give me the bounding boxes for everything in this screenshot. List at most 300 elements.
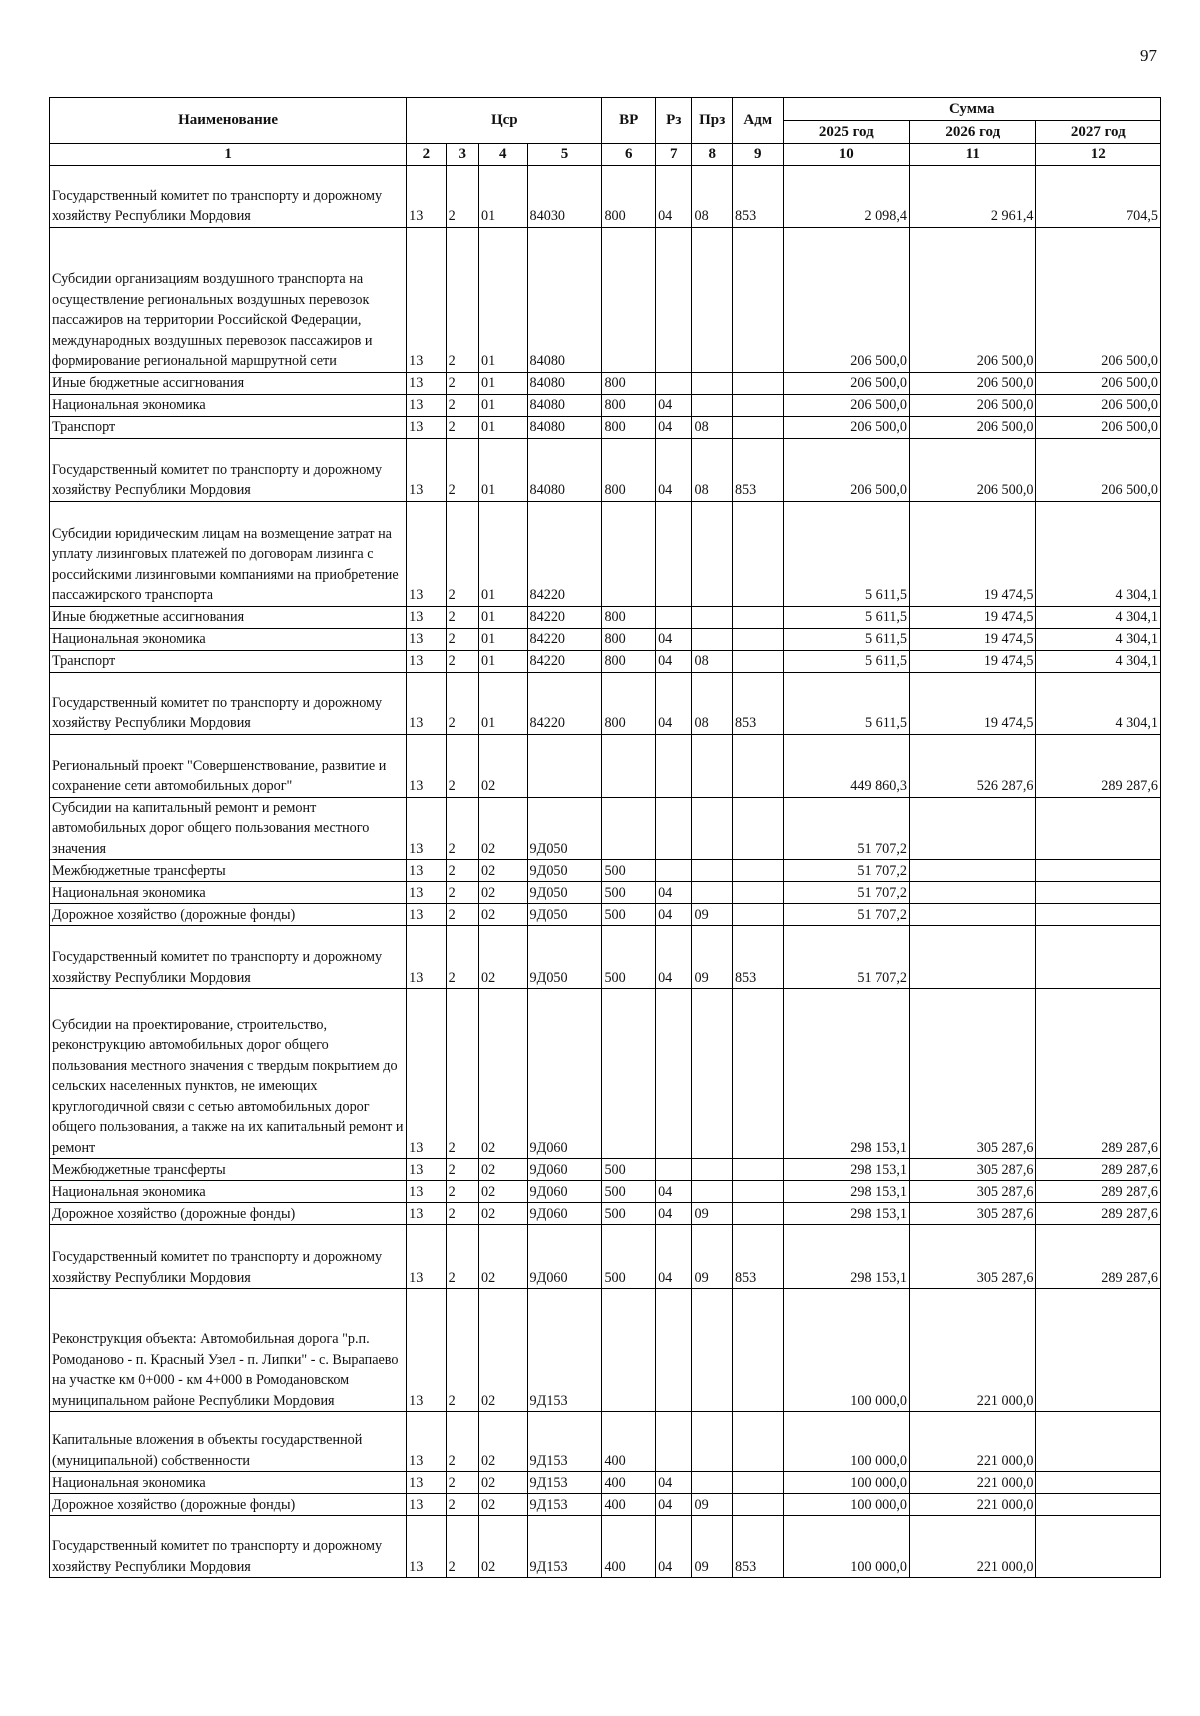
csr-part-3: 01 [478, 227, 527, 372]
adm-code: 853 [732, 165, 783, 227]
adm-code [732, 1289, 783, 1412]
row-name: Национальная экономика [50, 1181, 407, 1203]
vr-code: 800 [602, 416, 656, 438]
rz-code: 04 [656, 650, 692, 672]
table-row [50, 1494, 1161, 1516]
page-number: 97 [1140, 46, 1157, 65]
row-name: Капитальные вложения в объекты государственной (муниципальной) собственности [50, 1412, 407, 1472]
table-row [50, 394, 1161, 416]
column-number: 6 [602, 144, 656, 166]
sum-2027: 4 304,1 [1036, 501, 1161, 606]
csr-code: 84080 [527, 438, 602, 501]
vr-code: 500 [602, 860, 656, 882]
sum-2025: 100 000,0 [783, 1412, 909, 1472]
header-prz: Прз [692, 98, 732, 144]
csr-part-2: 2 [446, 165, 478, 227]
csr-code: 9Д060 [527, 1181, 602, 1203]
adm-code [732, 797, 783, 860]
csr-part-1: 13 [407, 1203, 446, 1225]
csr-code: 84080 [527, 394, 602, 416]
prz-code: 08 [692, 438, 732, 501]
csr-part-1: 13 [407, 882, 446, 904]
vr-code [602, 501, 656, 606]
rz-code: 04 [656, 438, 692, 501]
csr-part-1: 13 [407, 1472, 446, 1494]
sum-2025: 51 707,2 [783, 926, 909, 989]
csr-part-1: 13 [407, 1181, 446, 1203]
sum-2027: 206 500,0 [1036, 438, 1161, 501]
prz-code [692, 606, 732, 628]
prz-code: 09 [692, 1225, 732, 1289]
prz-code: 08 [692, 416, 732, 438]
adm-code [732, 734, 783, 797]
vr-code: 800 [602, 438, 656, 501]
vr-code: 800 [602, 650, 656, 672]
prz-code [692, 394, 732, 416]
sum-2027: 4 304,1 [1036, 628, 1161, 650]
csr-part-3: 02 [478, 882, 527, 904]
prz-code [692, 882, 732, 904]
csr-code: 84220 [527, 606, 602, 628]
row-name: Субсидии на капитальный ремонт и ремонт автомобильных дорог общего пользования местного значения [50, 797, 407, 860]
prz-code: 09 [692, 1516, 732, 1578]
adm-code [732, 227, 783, 372]
vr-code [602, 1289, 656, 1412]
vr-code [602, 797, 656, 860]
budget-table [49, 97, 1161, 1578]
vr-code [602, 734, 656, 797]
csr-code: 84080 [527, 227, 602, 372]
sum-2027 [1036, 797, 1161, 860]
csr-code: 9Д050 [527, 860, 602, 882]
prz-code [692, 501, 732, 606]
csr-part-3: 02 [478, 1494, 527, 1516]
vr-code [602, 989, 656, 1159]
row-name: Иные бюджетные ассигнования [50, 372, 407, 394]
vr-code: 500 [602, 1203, 656, 1225]
csr-code: 9Д060 [527, 1159, 602, 1181]
csr-part-3: 02 [478, 797, 527, 860]
csr-part-2: 2 [446, 1181, 478, 1203]
csr-part-1: 13 [407, 1516, 446, 1578]
sum-2025: 298 153,1 [783, 1225, 909, 1289]
adm-code [732, 882, 783, 904]
sum-2026: 221 000,0 [910, 1412, 1036, 1472]
sum-2026 [910, 904, 1036, 926]
csr-code: 84080 [527, 416, 602, 438]
vr-code: 500 [602, 1159, 656, 1181]
csr-part-1: 13 [407, 438, 446, 501]
sum-2027 [1036, 1516, 1161, 1578]
rz-code [656, 797, 692, 860]
rz-code: 04 [656, 882, 692, 904]
csr-code: 9Д060 [527, 989, 602, 1159]
row-name: Транспорт [50, 650, 407, 672]
csr-part-1: 13 [407, 1225, 446, 1289]
csr-part-3: 02 [478, 1181, 527, 1203]
sum-2027: 206 500,0 [1036, 394, 1161, 416]
column-number: 4 [478, 144, 527, 166]
sum-2026: 305 287,6 [910, 1225, 1036, 1289]
csr-part-1: 13 [407, 904, 446, 926]
sum-2026: 305 287,6 [910, 989, 1036, 1159]
csr-code: 84220 [527, 501, 602, 606]
adm-code [732, 1472, 783, 1494]
csr-part-3: 02 [478, 1225, 527, 1289]
csr-part-1: 13 [407, 1412, 446, 1472]
row-name: Национальная экономика [50, 394, 407, 416]
sum-2027 [1036, 926, 1161, 989]
adm-code: 853 [732, 926, 783, 989]
vr-code: 500 [602, 1225, 656, 1289]
csr-part-2: 2 [446, 904, 478, 926]
vr-code: 800 [602, 672, 656, 734]
column-number: 12 [1036, 144, 1161, 166]
column-number: 5 [527, 144, 602, 166]
table-row [50, 165, 1161, 227]
table-row [50, 606, 1161, 628]
csr-code: 9Д153 [527, 1472, 602, 1494]
csr-code: 84220 [527, 628, 602, 650]
sum-2026: 19 474,5 [910, 628, 1036, 650]
sum-2025: 206 500,0 [783, 394, 909, 416]
adm-code [732, 628, 783, 650]
csr-part-2: 2 [446, 606, 478, 628]
header-year-2026: 2026 год [910, 121, 1036, 144]
table-row [50, 989, 1161, 1159]
adm-code: 853 [732, 438, 783, 501]
csr-part-2: 2 [446, 860, 478, 882]
csr-part-3: 01 [478, 165, 527, 227]
table-row [50, 797, 1161, 860]
csr-part-2: 2 [446, 501, 478, 606]
csr-part-3: 02 [478, 1203, 527, 1225]
sum-2027: 289 287,6 [1036, 1225, 1161, 1289]
prz-code: 09 [692, 904, 732, 926]
sum-2026: 206 500,0 [910, 438, 1036, 501]
csr-part-2: 2 [446, 1412, 478, 1472]
sum-2026: 19 474,5 [910, 650, 1036, 672]
csr-part-1: 13 [407, 394, 446, 416]
csr-part-3: 01 [478, 650, 527, 672]
csr-code [527, 734, 602, 797]
sum-2027: 289 287,6 [1036, 1159, 1161, 1181]
sum-2025: 51 707,2 [783, 860, 909, 882]
csr-part-2: 2 [446, 416, 478, 438]
csr-part-3: 02 [478, 734, 527, 797]
sum-2025: 298 153,1 [783, 989, 909, 1159]
sum-2027: 206 500,0 [1036, 227, 1161, 372]
adm-code: 853 [732, 672, 783, 734]
sum-2025: 2 098,4 [783, 165, 909, 227]
table-row [50, 882, 1161, 904]
row-name: Национальная экономика [50, 882, 407, 904]
header-csr: Цср [407, 98, 602, 144]
row-name: Субсидии организациям воздушного транспорта на осуществление региональных воздушных перевозок пассажиров на территории Российской Федерации, международных воздушных перевозок пассажиров и формирование региональной маршрутной сети [50, 227, 407, 372]
sum-2025: 100 000,0 [783, 1289, 909, 1412]
csr-code: 9Д050 [527, 797, 602, 860]
csr-part-2: 2 [446, 734, 478, 797]
rz-code: 04 [656, 628, 692, 650]
csr-code: 9Д050 [527, 882, 602, 904]
table-row [50, 438, 1161, 501]
csr-part-3: 01 [478, 394, 527, 416]
rz-code: 04 [656, 1225, 692, 1289]
vr-code: 400 [602, 1516, 656, 1578]
table-row [50, 860, 1161, 882]
sum-2027: 704,5 [1036, 165, 1161, 227]
table-row [50, 416, 1161, 438]
csr-part-1: 13 [407, 416, 446, 438]
csr-part-1: 13 [407, 227, 446, 372]
rz-code [656, 501, 692, 606]
vr-code: 500 [602, 904, 656, 926]
row-name: Субсидии на проектирование, строительство, реконструкцию автомобильных дорог общего пользования местного значения с твердым покрытием до сельских населенных пунктов, не имеющих круглогодичной связи с сетью автомобильных дорог общего пользования, а также на их капитальный ремонт и ремонт [50, 989, 407, 1159]
csr-part-1: 13 [407, 860, 446, 882]
csr-code: 9Д050 [527, 926, 602, 989]
csr-code: 9Д050 [527, 904, 602, 926]
sum-2025: 5 611,5 [783, 650, 909, 672]
row-name: Иные бюджетные ассигнования [50, 606, 407, 628]
prz-code [692, 372, 732, 394]
csr-part-2: 2 [446, 1516, 478, 1578]
table-row [50, 501, 1161, 606]
csr-part-3: 01 [478, 438, 527, 501]
row-name: Дорожное хозяйство (дорожные фонды) [50, 904, 407, 926]
csr-part-2: 2 [446, 438, 478, 501]
csr-part-3: 01 [478, 606, 527, 628]
column-number-row [50, 144, 1161, 166]
rz-code: 04 [656, 904, 692, 926]
rz-code [656, 734, 692, 797]
adm-code: 853 [732, 1225, 783, 1289]
csr-part-1: 13 [407, 650, 446, 672]
sum-2026: 19 474,5 [910, 606, 1036, 628]
csr-code: 9Д153 [527, 1289, 602, 1412]
vr-code: 500 [602, 926, 656, 989]
sum-2025: 5 611,5 [783, 672, 909, 734]
prz-code: 09 [692, 926, 732, 989]
csr-part-1: 13 [407, 672, 446, 734]
sum-2025: 206 500,0 [783, 227, 909, 372]
rz-code [656, 860, 692, 882]
vr-code: 800 [602, 628, 656, 650]
row-name: Государственный комитет по транспорту и дорожному хозяйству Республики Мордовия [50, 1225, 407, 1289]
sum-2027: 4 304,1 [1036, 672, 1161, 734]
adm-code [732, 1494, 783, 1516]
sum-2027: 289 287,6 [1036, 1181, 1161, 1203]
sum-2027 [1036, 1412, 1161, 1472]
adm-code [732, 1203, 783, 1225]
vr-code [602, 227, 656, 372]
header-sum: Сумма [783, 98, 1160, 121]
csr-part-2: 2 [446, 227, 478, 372]
vr-code: 800 [602, 394, 656, 416]
adm-code [732, 1412, 783, 1472]
csr-part-1: 13 [407, 734, 446, 797]
sum-2026 [910, 860, 1036, 882]
csr-part-1: 13 [407, 797, 446, 860]
csr-part-3: 01 [478, 416, 527, 438]
sum-2026: 221 000,0 [910, 1289, 1036, 1412]
prz-code [692, 860, 732, 882]
header-rz: Рз [656, 98, 692, 144]
adm-code [732, 989, 783, 1159]
sum-2025: 298 153,1 [783, 1203, 909, 1225]
row-name: Дорожное хозяйство (дорожные фонды) [50, 1494, 407, 1516]
sum-2027: 206 500,0 [1036, 416, 1161, 438]
csr-part-3: 02 [478, 860, 527, 882]
prz-code: 09 [692, 1494, 732, 1516]
table-body [50, 165, 1161, 1578]
rz-code: 04 [656, 394, 692, 416]
row-name: Региональный проект "Совершенствование, развитие и сохранение сети автомобильных дорог" [50, 734, 407, 797]
csr-part-2: 2 [446, 628, 478, 650]
csr-part-2: 2 [446, 1472, 478, 1494]
row-name: Межбюджетные трансферты [50, 1159, 407, 1181]
sum-2026 [910, 797, 1036, 860]
adm-code [732, 416, 783, 438]
column-number: 9 [732, 144, 783, 166]
prz-code: 08 [692, 672, 732, 734]
csr-part-3: 01 [478, 672, 527, 734]
column-number: 8 [692, 144, 732, 166]
sum-2026: 221 000,0 [910, 1472, 1036, 1494]
csr-part-3: 02 [478, 1516, 527, 1578]
csr-part-3: 01 [478, 372, 527, 394]
sum-2025: 51 707,2 [783, 904, 909, 926]
vr-code: 400 [602, 1412, 656, 1472]
sum-2026: 526 287,6 [910, 734, 1036, 797]
prz-code [692, 1412, 732, 1472]
adm-code [732, 650, 783, 672]
csr-part-2: 2 [446, 926, 478, 989]
table-row [50, 672, 1161, 734]
csr-part-3: 01 [478, 501, 527, 606]
csr-part-3: 02 [478, 989, 527, 1159]
prz-code: 09 [692, 1203, 732, 1225]
table-row [50, 628, 1161, 650]
sum-2025: 51 707,2 [783, 797, 909, 860]
csr-part-1: 13 [407, 1494, 446, 1516]
table-row [50, 1225, 1161, 1289]
header-adm: Адм [732, 98, 783, 144]
sum-2026: 2 961,4 [910, 165, 1036, 227]
sum-2025: 51 707,2 [783, 882, 909, 904]
vr-code: 500 [602, 1181, 656, 1203]
vr-code: 400 [602, 1472, 656, 1494]
csr-part-1: 13 [407, 1159, 446, 1181]
csr-part-3: 02 [478, 1289, 527, 1412]
csr-code: 84220 [527, 650, 602, 672]
rz-code: 04 [656, 1494, 692, 1516]
column-number: 3 [446, 144, 478, 166]
sum-2025: 5 611,5 [783, 628, 909, 650]
row-name: Государственный комитет по транспорту и дорожному хозяйству Республики Мордовия [50, 672, 407, 734]
table-row [50, 1472, 1161, 1494]
csr-part-1: 13 [407, 606, 446, 628]
csr-part-1: 13 [407, 926, 446, 989]
row-name: Государственный комитет по транспорту и дорожному хозяйству Республики Мордовия [50, 926, 407, 989]
prz-code [692, 734, 732, 797]
rz-code [656, 227, 692, 372]
vr-code: 800 [602, 165, 656, 227]
prz-code: 08 [692, 165, 732, 227]
sum-2027 [1036, 1494, 1161, 1516]
sum-2025: 449 860,3 [783, 734, 909, 797]
csr-part-1: 13 [407, 628, 446, 650]
sum-2027: 4 304,1 [1036, 606, 1161, 628]
vr-code: 800 [602, 372, 656, 394]
column-number: 2 [407, 144, 446, 166]
rz-code: 04 [656, 1203, 692, 1225]
sum-2025: 5 611,5 [783, 501, 909, 606]
row-name: Государственный комитет по транспорту и дорожному хозяйству Республики Мордовия [50, 438, 407, 501]
adm-code [732, 394, 783, 416]
csr-code: 9Д060 [527, 1203, 602, 1225]
prz-code [692, 1159, 732, 1181]
rz-code [656, 1159, 692, 1181]
sum-2025: 298 153,1 [783, 1181, 909, 1203]
table-row [50, 227, 1161, 372]
table-row [50, 1289, 1161, 1412]
adm-code [732, 904, 783, 926]
sum-2027 [1036, 1289, 1161, 1412]
prz-code [692, 628, 732, 650]
csr-code: 84220 [527, 672, 602, 734]
sum-2025: 100 000,0 [783, 1494, 909, 1516]
sum-2025: 100 000,0 [783, 1516, 909, 1578]
sum-2025: 206 500,0 [783, 372, 909, 394]
sum-2026: 206 500,0 [910, 372, 1036, 394]
vr-code: 500 [602, 882, 656, 904]
row-name: Государственный комитет по транспорту и дорожному хозяйству Республики Мордовия [50, 1516, 407, 1578]
sum-2027 [1036, 860, 1161, 882]
adm-code [732, 1181, 783, 1203]
row-name: Транспорт [50, 416, 407, 438]
adm-code [732, 606, 783, 628]
sum-2026: 221 000,0 [910, 1494, 1036, 1516]
sum-2026: 19 474,5 [910, 672, 1036, 734]
csr-part-2: 2 [446, 882, 478, 904]
csr-part-2: 2 [446, 1494, 478, 1516]
sum-2027 [1036, 882, 1161, 904]
prz-code [692, 797, 732, 860]
sum-2027 [1036, 1472, 1161, 1494]
csr-part-1: 13 [407, 1289, 446, 1412]
table-row [50, 650, 1161, 672]
sum-2026: 305 287,6 [910, 1203, 1036, 1225]
csr-part-3: 02 [478, 904, 527, 926]
sum-2026: 305 287,6 [910, 1181, 1036, 1203]
csr-code: 9Д153 [527, 1494, 602, 1516]
rz-code [656, 1289, 692, 1412]
adm-code [732, 501, 783, 606]
table-row [50, 1159, 1161, 1181]
row-name: Дорожное хозяйство (дорожные фонды) [50, 1203, 407, 1225]
sum-2026: 206 500,0 [910, 416, 1036, 438]
csr-part-1: 13 [407, 989, 446, 1159]
csr-part-2: 2 [446, 1159, 478, 1181]
vr-code: 800 [602, 606, 656, 628]
csr-part-3: 02 [478, 1159, 527, 1181]
table-row [50, 1181, 1161, 1203]
csr-part-3: 01 [478, 628, 527, 650]
table-row [50, 1412, 1161, 1472]
csr-code: 84080 [527, 372, 602, 394]
rz-code: 04 [656, 165, 692, 227]
prz-code [692, 227, 732, 372]
